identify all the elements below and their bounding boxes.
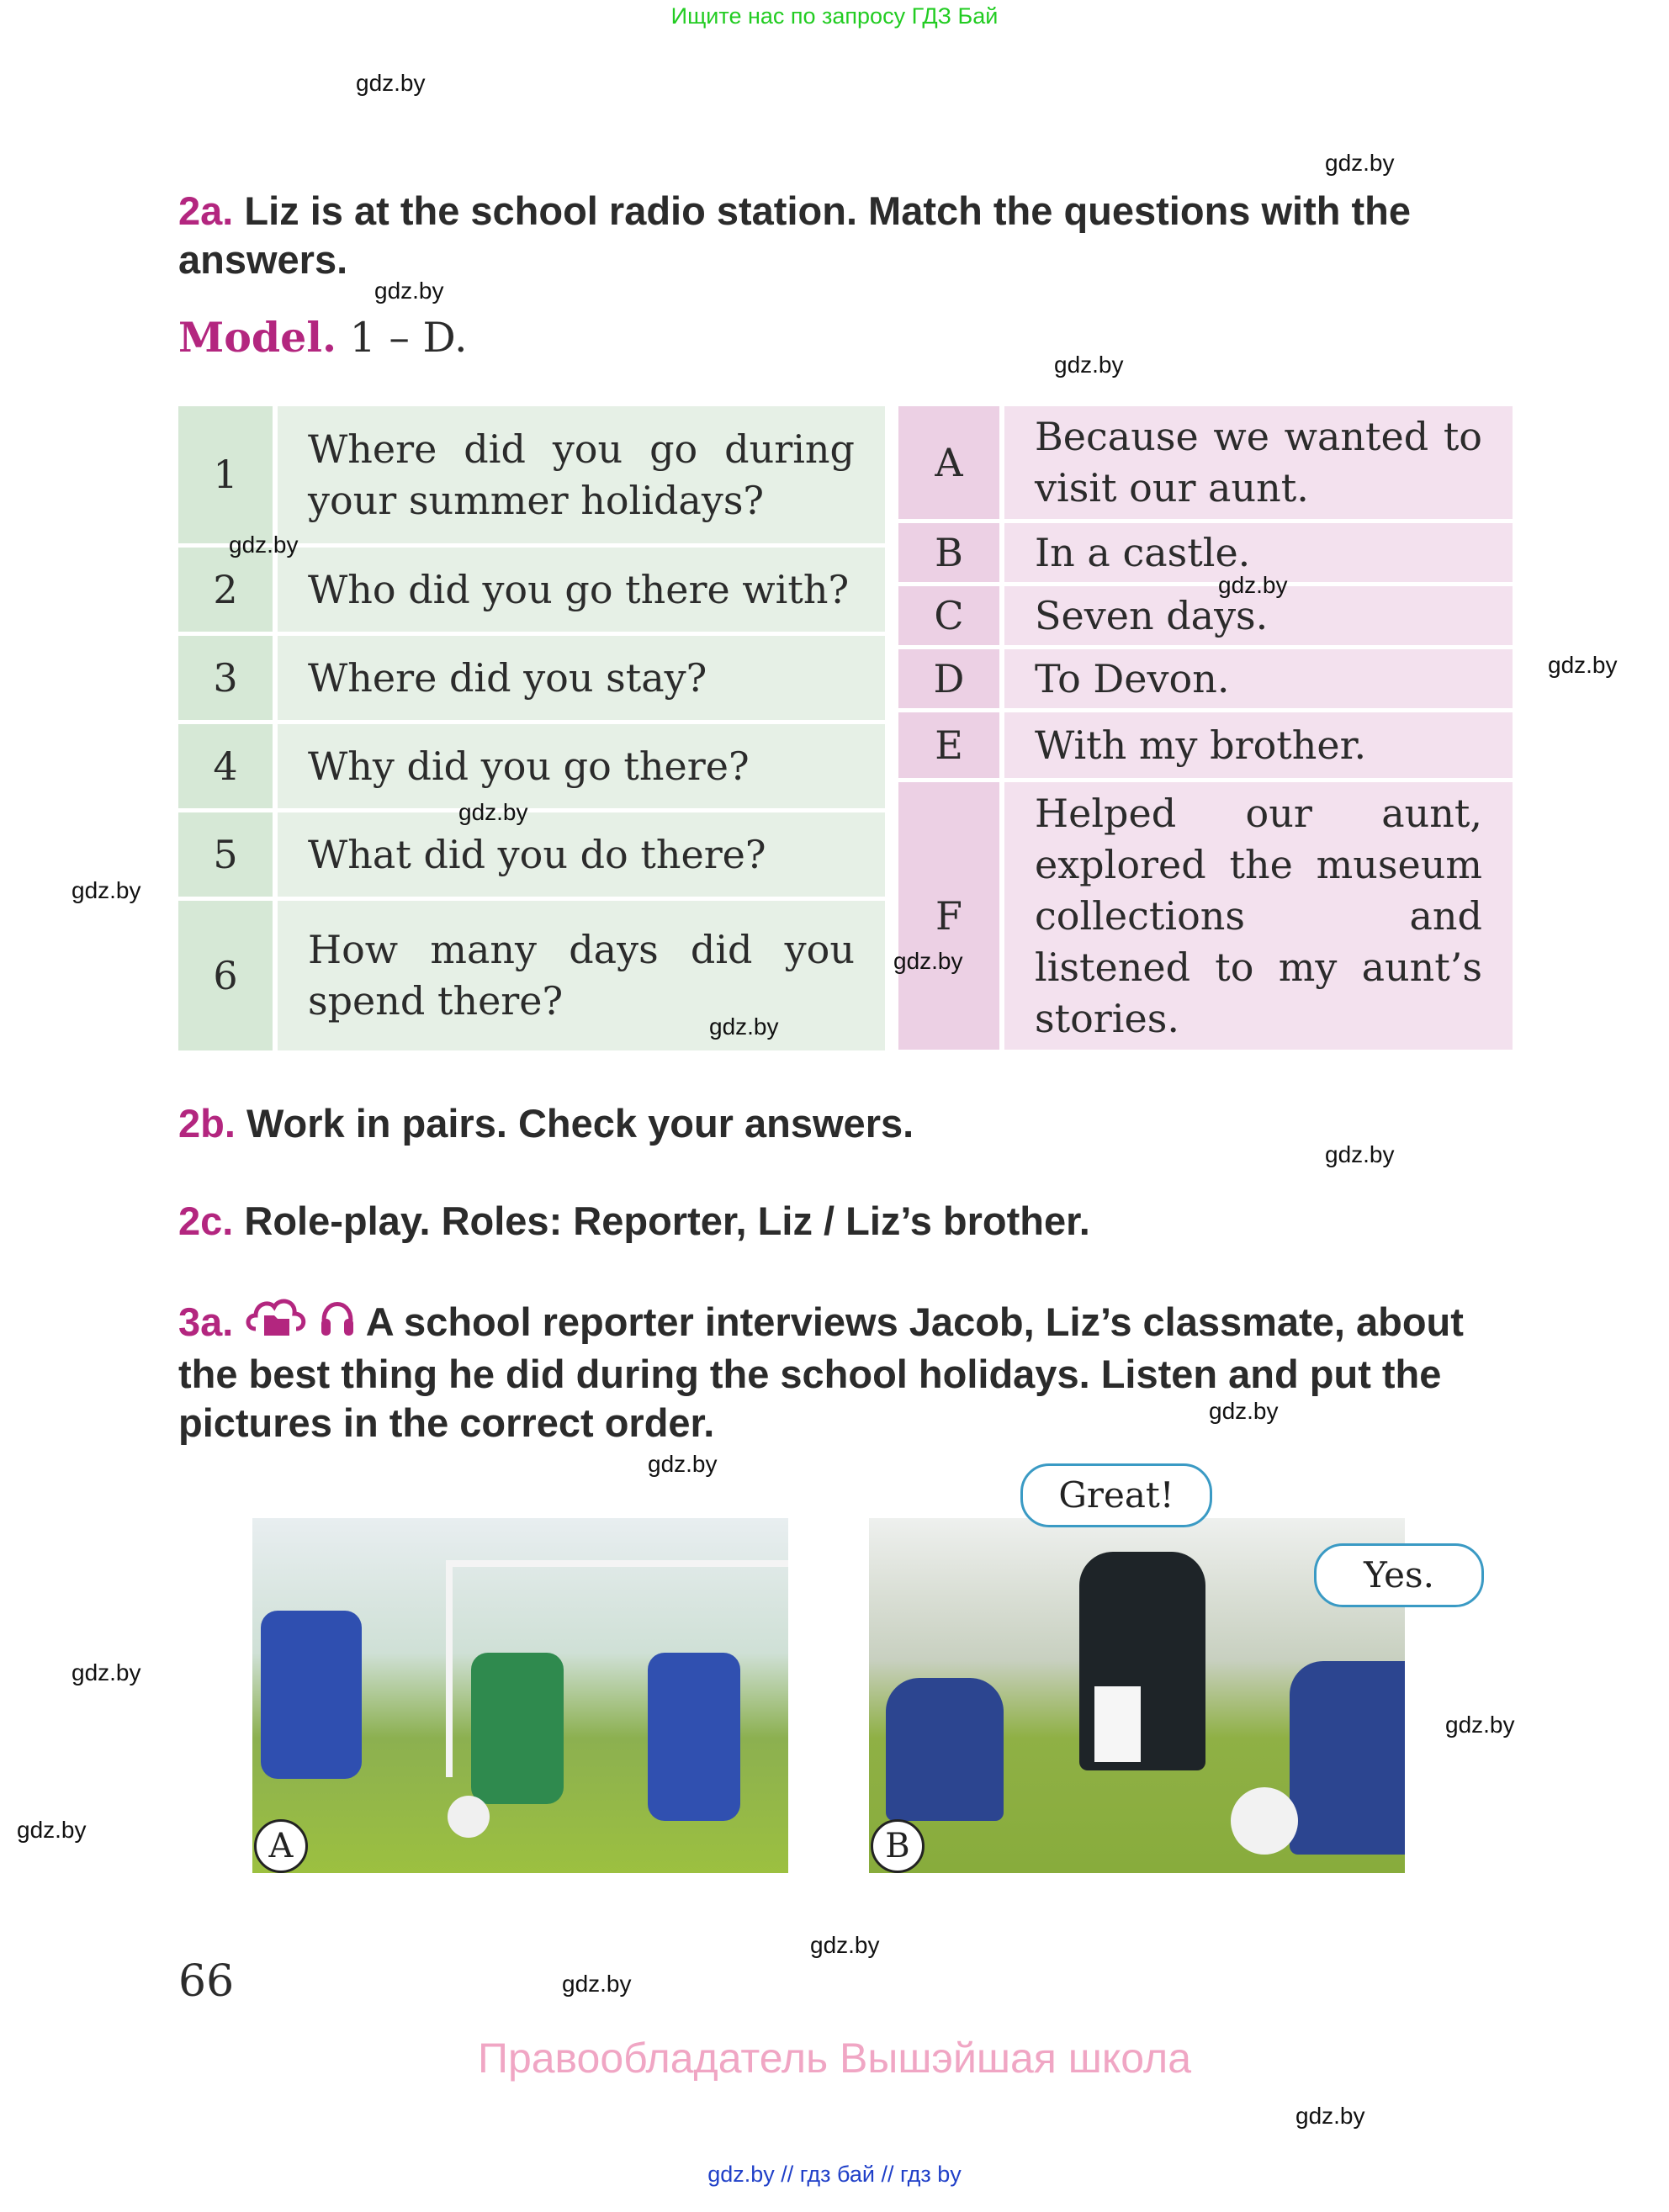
watermark: gdz.by [648, 1451, 718, 1477]
answer-text: Seven days. [1004, 586, 1513, 645]
watermark: gdz.by [709, 1013, 779, 1040]
player-6 [261, 1611, 362, 1779]
table-row [178, 724, 885, 808]
question-text: What did you do there? [278, 812, 885, 897]
speech-bubble-great: Great! [1020, 1463, 1212, 1527]
watermark: gdz.by [810, 1932, 880, 1958]
watermark: gdz.by [1054, 352, 1124, 378]
watermark: gdz.by [893, 948, 963, 974]
question-text: How many days did you spend there? [278, 901, 885, 1050]
table-row [898, 782, 1513, 1050]
answer-text: With my brother. [1004, 712, 1513, 778]
task-instruction: Liz is at the school radio station. Match the questions with the answers. [178, 188, 1412, 282]
picture-label-badge: B [871, 1819, 925, 1873]
tactics-board [1094, 1686, 1141, 1762]
answer-letter: C [898, 586, 1004, 645]
picture-a [252, 1518, 788, 1873]
task-instruction: Work in pairs. Check your answers. [246, 1101, 914, 1146]
search-hint-banner: Ищите нас по запросу ГДЗ Бай [670, 3, 999, 29]
question-number: 4 [178, 724, 278, 808]
table-row [178, 812, 885, 897]
task-instruction: A school reporter interviews Jacob, Liz’s classmate, about the best thing he did during the school holidays. Listen and put the pictures in the correct order. [178, 1299, 1464, 1445]
table-row [178, 636, 885, 720]
watermark: gdz.by [458, 799, 528, 825]
table-row [178, 406, 885, 543]
watermark: gdz.by [1209, 1398, 1279, 1424]
copyright-holder: Правообладатель Вышэйшая школа [478, 2035, 1191, 2082]
questions-table [178, 402, 885, 1055]
answer-text: Because we wanted to visit our aunt. [1004, 406, 1513, 519]
table-row [178, 548, 885, 632]
task-number: 3a. [178, 1299, 234, 1344]
watermark: gdz.by [1548, 652, 1618, 678]
question-number: 5 [178, 812, 278, 897]
answer-letter: F [898, 782, 1004, 1050]
task-number: 2c. [178, 1199, 234, 1243]
task-number: 2b. [178, 1101, 236, 1146]
table-row [898, 649, 1513, 708]
watermark: gdz.by [1295, 2103, 1365, 2129]
page-number: 66 [178, 1956, 235, 2007]
question-text: Why did you go there? [278, 724, 885, 808]
watermark: gdz.by [229, 532, 299, 558]
answer-text: To Devon. [1004, 649, 1513, 708]
model-answer [178, 313, 468, 362]
table-row [898, 712, 1513, 778]
watermark: gdz.by [1445, 1712, 1515, 1738]
task-2b-heading [178, 1099, 1512, 1148]
answer-letter: E [898, 712, 1004, 778]
task-instruction: Role-play. Roles: Reporter, Liz / Liz’s brother. [244, 1199, 1090, 1243]
player-3 [471, 1653, 564, 1804]
table-row [898, 406, 1513, 519]
table-row [898, 586, 1513, 645]
task-2a-heading [178, 187, 1512, 284]
player-4 [648, 1653, 740, 1821]
question-text: Who did you go there with? [278, 548, 885, 632]
player-sitting-left [886, 1678, 1004, 1821]
question-text: Where did you stay? [278, 636, 885, 720]
watermark: gdz.by [1325, 150, 1395, 176]
model-label: Model. [178, 313, 337, 362]
watermark: gdz.by [562, 1971, 632, 1997]
headphones-icon [319, 1295, 356, 1350]
answer-letter: B [898, 523, 1004, 582]
watermark: gdz.by [1218, 572, 1288, 598]
answers-table [898, 402, 1513, 1054]
answer-letter: A [898, 406, 1004, 519]
footer-links[interactable]: gdz.by // гдз бай // гдз by [707, 2162, 962, 2187]
answer-text: In a castle. [1004, 523, 1513, 582]
football [1231, 1787, 1298, 1855]
task-2c-heading [178, 1197, 1512, 1246]
question-number: 1 [178, 406, 278, 543]
football [448, 1796, 490, 1838]
watermark: gdz.by [374, 278, 444, 304]
question-text: Where did you go during your summer holidays? [278, 406, 885, 543]
watermark: gdz.by [1325, 1141, 1395, 1167]
watermark: gdz.by [17, 1817, 87, 1843]
answer-text: Helped our aunt, explored the museum collections and listened to my aunt’s stories. [1004, 782, 1513, 1050]
question-number: 2 [178, 548, 278, 632]
table-row [898, 523, 1513, 582]
table-row [178, 901, 885, 1050]
speech-bubble-yes: Yes. [1314, 1543, 1484, 1607]
cloud-folder-icon [244, 1295, 308, 1350]
task-3a-heading [178, 1295, 1512, 1447]
model-value: 1 – D. [349, 314, 468, 362]
watermark: gdz.by [356, 70, 426, 96]
picture-label-badge: A [254, 1819, 308, 1873]
watermark: gdz.by [72, 877, 141, 903]
question-number: 3 [178, 636, 278, 720]
player-sitting-right [1290, 1661, 1405, 1855]
answer-letter: D [898, 649, 1004, 708]
question-number: 6 [178, 901, 278, 1050]
task-number: 2a. [178, 188, 234, 233]
watermark: gdz.by [72, 1659, 141, 1685]
